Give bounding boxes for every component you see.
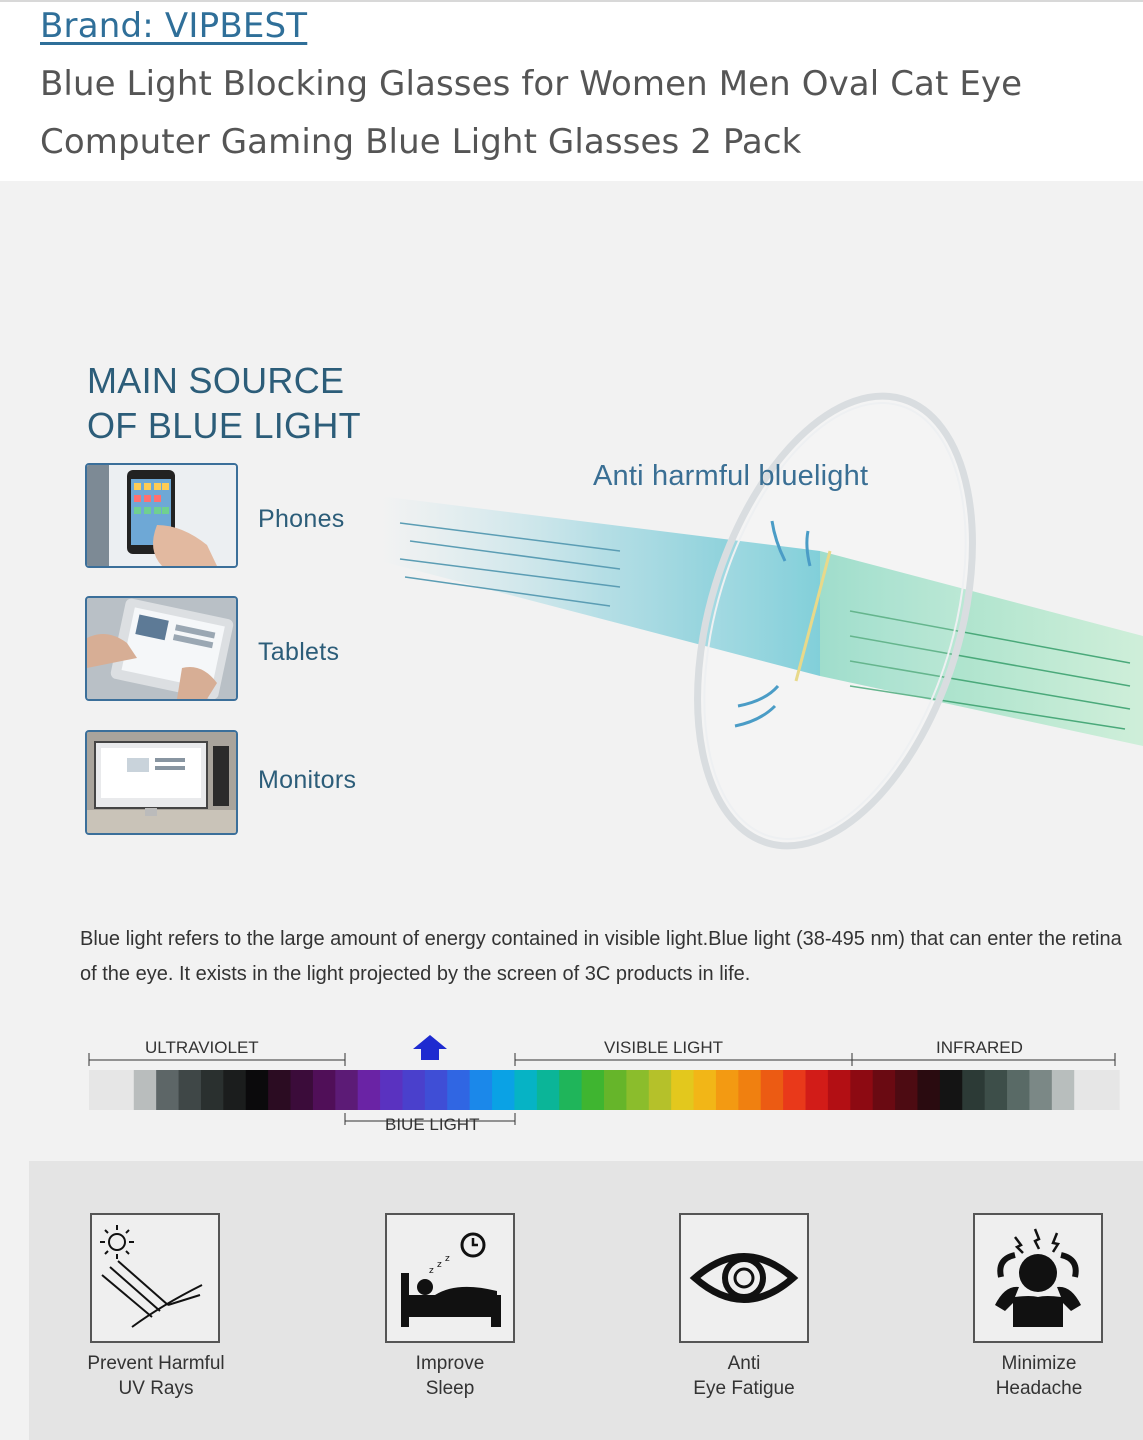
lens-label: Anti harmful bluelight	[593, 460, 869, 492]
spectrum-band	[873, 1070, 896, 1110]
spectrum-band	[761, 1070, 784, 1110]
spectrum-band	[850, 1070, 873, 1110]
spectrum-band	[358, 1070, 381, 1110]
spectrum-band	[806, 1070, 829, 1110]
spectrum-band	[694, 1070, 717, 1110]
monitor-thumbnail	[85, 730, 238, 835]
spectrum-band	[470, 1070, 493, 1110]
svg-text:z: z	[445, 1254, 450, 1264]
spectrum-band	[425, 1070, 448, 1110]
spectrum-band	[962, 1070, 985, 1110]
brand-link[interactable]: Brand: VIPBEST	[40, 6, 308, 46]
feature-headache: Minimize Headache	[995, 1353, 1083, 1399]
spectrum-band	[626, 1070, 649, 1110]
spectrum-band	[179, 1070, 202, 1110]
spectrum-band	[201, 1070, 224, 1110]
spectrum-band	[111, 1070, 134, 1110]
spectrum-band	[223, 1070, 246, 1110]
product-title-line-2: Computer Gaming Blue Light Glasses 2 Pack	[40, 122, 802, 162]
spectrum-band	[246, 1070, 269, 1110]
spectrum-band	[380, 1070, 403, 1110]
spectrum-band	[940, 1070, 963, 1110]
spectrum-band	[313, 1070, 336, 1110]
spectrum-band	[335, 1070, 358, 1110]
lens-illustration	[380, 381, 1143, 861]
spectrum-band	[783, 1070, 806, 1110]
spectrum-band	[447, 1070, 470, 1110]
spectrum-band	[604, 1070, 627, 1110]
spectrum-band	[291, 1070, 314, 1110]
eye-icon	[679, 1213, 809, 1343]
spectrum-band	[492, 1070, 515, 1110]
spectrum-band	[156, 1070, 179, 1110]
tablet-thumbnail	[85, 596, 238, 701]
infrared-label: INFRARED	[936, 1038, 1023, 1057]
feature-sleep: Improve Sleep	[415, 1353, 485, 1399]
feature-uv: Prevent Harmful UV Rays	[87, 1353, 225, 1399]
spectrum-band	[671, 1070, 694, 1110]
spectrum-band	[985, 1070, 1008, 1110]
blue-light-label: BIUE LIGHT	[385, 1115, 480, 1134]
spectrum-band	[402, 1070, 425, 1110]
spectrum-band	[895, 1070, 918, 1110]
phone-thumbnail	[85, 463, 238, 568]
source-label-monitors: Monitors	[258, 766, 357, 794]
visible-light-label: VISIBLE LIGHT	[604, 1038, 724, 1057]
spectrum-band	[1052, 1070, 1075, 1110]
spectrum-band	[537, 1070, 560, 1110]
spectrum-band	[268, 1070, 291, 1110]
feature-eye: Anti Eye Fatigue	[693, 1353, 795, 1399]
spectrum-band	[738, 1070, 761, 1110]
blue-light-description: Blue light refers to the large amount of energy contained in visible light.Blue light (38-495 nm) that can enter the retina of the eye. It exists in the light projected by the screen of 3C products in life.	[80, 928, 1122, 985]
spectrum-band	[89, 1070, 112, 1110]
spectrum-band	[649, 1070, 672, 1110]
spectrum-band	[514, 1070, 537, 1110]
source-label-phones: Phones	[258, 505, 345, 533]
source-heading-line-2: OF BLUE LIGHT	[87, 405, 361, 446]
spectrum-band	[1029, 1070, 1052, 1110]
svg-text:z: z	[437, 1260, 442, 1270]
sleep-icon	[385, 1213, 515, 1343]
spectrum-band	[134, 1070, 157, 1110]
svg-text:z: z	[429, 1266, 434, 1276]
spectrum-band	[582, 1070, 605, 1110]
sun-uv-icon	[90, 1213, 220, 1343]
product-image[interactable]	[0, 181, 1143, 1440]
spectrum-band	[1097, 1070, 1120, 1110]
headache-icon	[973, 1213, 1103, 1343]
spectrum-band	[559, 1070, 582, 1110]
ultraviolet-label: ULTRAVIOLET	[145, 1038, 259, 1057]
spectrum-band	[1074, 1070, 1097, 1110]
source-heading-line-1: MAIN SOURCE	[87, 360, 345, 401]
source-label-tablets: Tablets	[258, 638, 340, 666]
product-title-line-1: Blue Light Blocking Glasses for Women Men Oval Cat Eye	[40, 64, 1023, 104]
spectrum-band	[716, 1070, 739, 1110]
spectrum-band	[1007, 1070, 1030, 1110]
spectrum-band	[828, 1070, 851, 1110]
spectrum-band	[917, 1070, 940, 1110]
top-divider	[0, 0, 1143, 2]
